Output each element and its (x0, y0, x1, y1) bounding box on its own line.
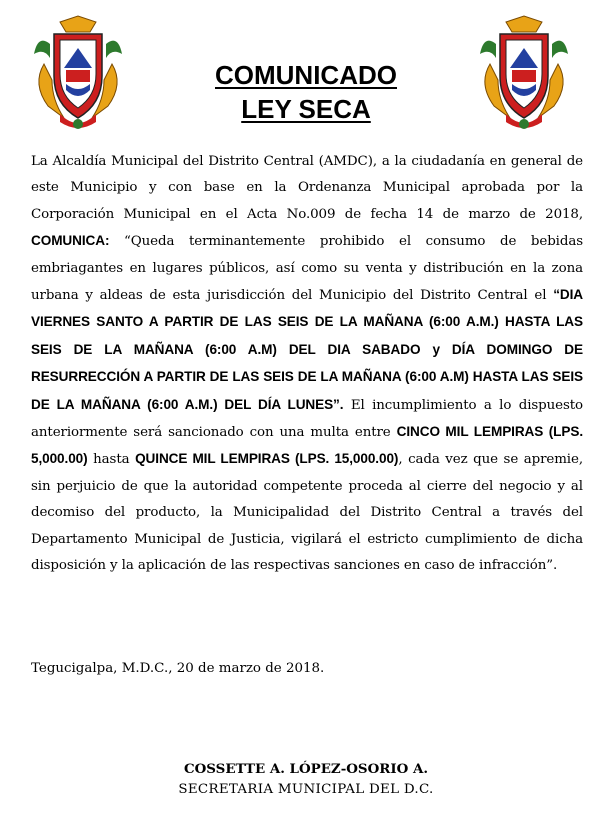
signatory-name: COSSETTE A. LÓPEZ-OSORIO A. (183, 761, 429, 777)
place-date: Tegucigalpa, M.D.C., 20 de marzo de 2018. (31, 661, 325, 676)
body-closing: , cada vez que se apremie, sin perjuicio de que la autoridad competente proceda al cierre del negocio y al decomiso del producto, la Municipalidad del Distrito Central a través del Departamento Municipal de Justicia, vigilará el estricto cumplimiento de dicha disposición y la aplicación de las respectivas sanciones en caso de infracción”. (31, 452, 583, 574)
title-comunicado: COMUNICADO (215, 60, 397, 90)
body-comunica: COMUNICA: (31, 233, 110, 249)
coat-of-arms-emblem-left (30, 14, 126, 132)
body-penalty-intro: El incumplimiento a lo dispuesto anteriormente será sancionado con una multa entre (31, 397, 583, 441)
body-hasta: hasta (87, 452, 136, 468)
document-title (150, 58, 462, 126)
title-ley-seca: LEY SECA (241, 94, 371, 124)
signatory-title: SECRETARIA MUNICIPAL DEL D.C. (178, 782, 434, 797)
body-schedule: “DIA VIERNES SANTO A PARTIR DE LAS SEIS DE LA MAÑANA (6:00 A.M.) HASTA LAS SEIS DE LA MAÑANA (6:00 A.M) DEL DIA SABADO y DÍA DOMINGO DE RESURRECCIÓN A PARTIR DE LAS SEIS DE LA MAÑANA (6:00 A.M) HASTA LAS SEIS DE LA MAÑANA (6:00 A.M.) DEL DÍA LUNES”. (31, 287, 583, 412)
communique-body (31, 149, 583, 580)
body-prohibition: “Queda terminantemente prohibido el consumo de bebidas embriagantes en lugares públicos, así como su venta y distribución en la zona urbana y aldeas de esta jurisdicción del Municipio del Distrito Central el (31, 234, 583, 304)
body-fine-max: QUINCE MIL LEMPIRAS (LPS. 15,000.00) (135, 451, 399, 467)
body-fine-min: CINCO MIL LEMPIRAS (LPS. 5,000.00) (31, 424, 583, 467)
coat-of-arms-emblem-right (476, 14, 572, 132)
body-intro: La Alcaldía Municipal del Distrito Central (AMDC), a la ciudadanía en general de este Municipio y con base en la Ordenanza Municipal aprobada por la Corporación Municipal en el Acta No.009 de fecha 14 de marzo de 2018, (31, 154, 583, 222)
